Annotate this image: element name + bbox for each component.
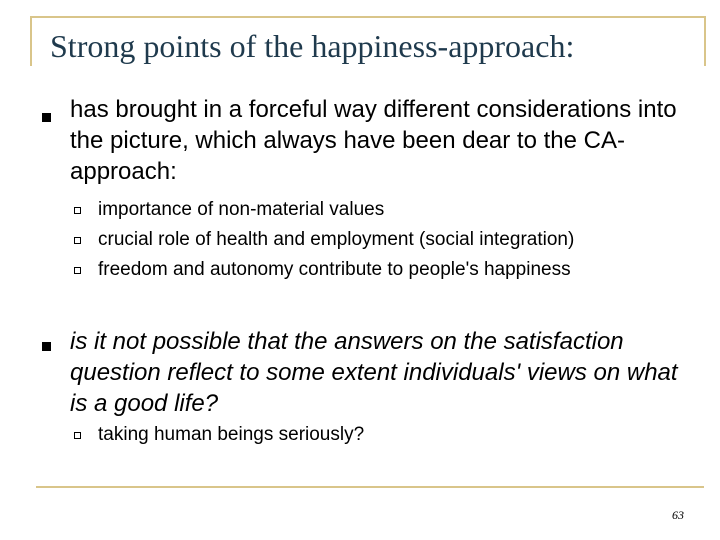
sub-bullet-1-3: freedom and autonomy contribute to people's happiness <box>98 259 571 280</box>
bottom-rule <box>36 486 704 488</box>
sub-bullet-icon <box>74 267 81 274</box>
sub-bullet-icon <box>74 237 81 244</box>
sub-bullet-icon <box>74 207 81 214</box>
page-number: 63 <box>672 508 684 522</box>
bullet-1-text: has brought in a forceful way different considerations into the picture, which always have been dear to the CA-approach: <box>70 96 677 185</box>
right-rule <box>704 16 706 66</box>
slide-title: Strong points of the happiness-approach: <box>50 28 575 64</box>
sub-bullet-1-1: importance of non-material values <box>98 199 385 220</box>
left-rule <box>30 16 32 66</box>
sub-bullet-2-1: taking human beings seriously? <box>98 424 365 445</box>
sub-bullet-icon <box>74 432 81 439</box>
bullet-square-icon <box>42 113 51 122</box>
sub-bullet-1-2: crucial role of health and employment (social integration) <box>98 229 575 250</box>
bullet-square-icon <box>42 342 51 351</box>
bullet-2-text: is it not possible that the answers on the satisfaction question reflect to some extent individuals' views on what is a good life? <box>70 328 678 417</box>
top-rule <box>30 16 706 18</box>
